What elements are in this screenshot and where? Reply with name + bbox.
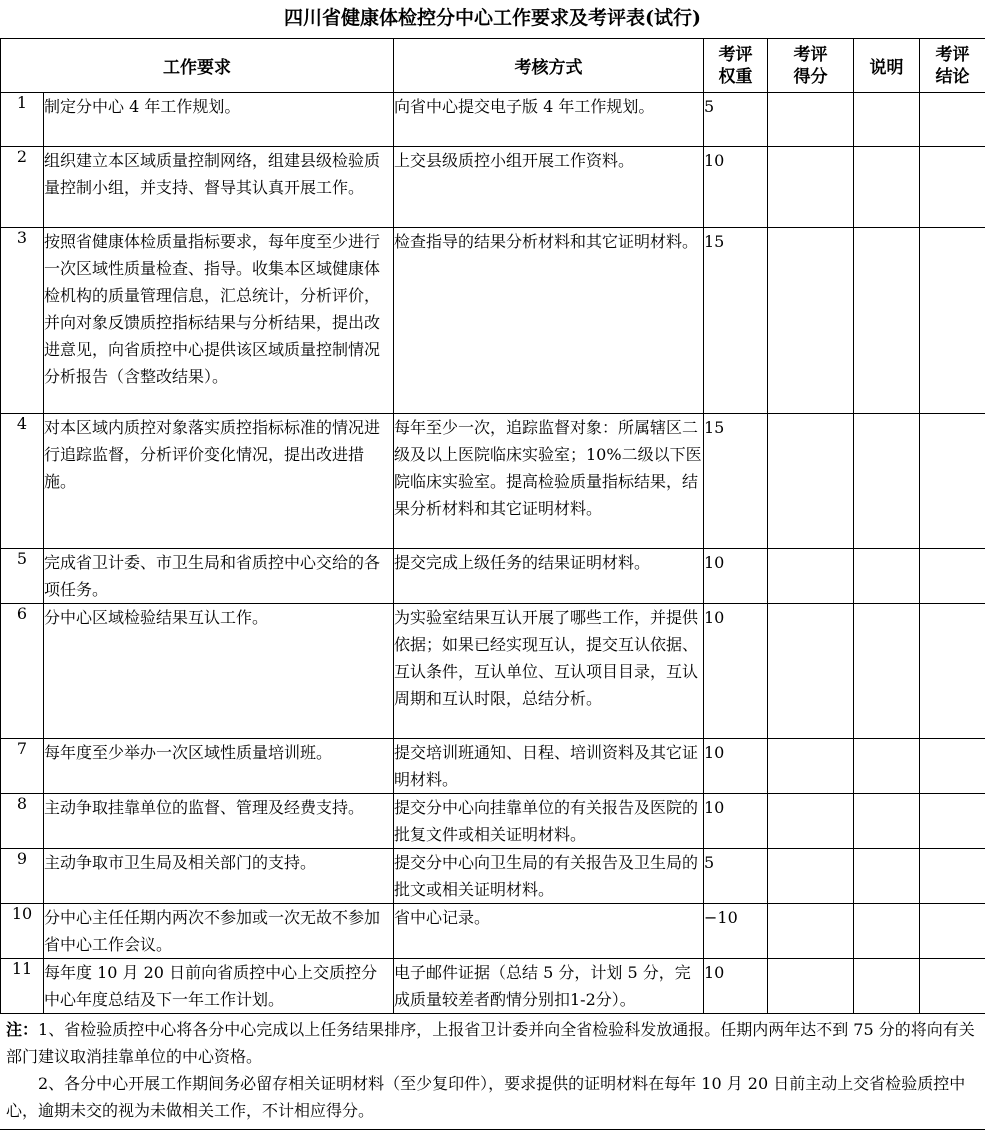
- score-cell: [768, 739, 854, 794]
- header-row: [1, 39, 985, 93]
- header-conclusion-line2: 结论: [935, 66, 970, 87]
- conclusion-cell: [920, 604, 985, 739]
- note-cell: [854, 794, 920, 849]
- row-number: 6: [1, 604, 44, 739]
- header-method: 考核方式: [394, 39, 704, 93]
- score-cell: [768, 549, 854, 604]
- table-row: [1, 604, 985, 739]
- conclusion-cell: [920, 739, 985, 794]
- conclusion-cell: [920, 228, 985, 414]
- assessment-method: 提交培训班通知、日程、培训资料及其它证明材料。: [394, 739, 704, 794]
- weight-value: 15: [704, 228, 768, 414]
- table-row: [1, 904, 985, 959]
- table-row: [1, 93, 985, 147]
- work-requirement: 每年度至少举办一次区域性质量培训班。: [44, 739, 394, 794]
- note-cell: [854, 414, 920, 549]
- header-score: [768, 39, 854, 93]
- header-weight-line1: 考评: [718, 44, 753, 65]
- row-number: 11: [1, 959, 44, 1014]
- work-requirement: 组织建立本区域质量控制网络，组建县级检验质量控制小组，并支持、督导其认真开展工作。: [44, 147, 394, 228]
- row-number: 2: [1, 147, 44, 228]
- row-number: 8: [1, 794, 44, 849]
- conclusion-cell: [920, 904, 985, 959]
- work-requirement: 主动争取市卫生局及相关部门的支持。: [44, 849, 394, 904]
- score-cell: [768, 228, 854, 414]
- conclusion-cell: [920, 849, 985, 904]
- page-title: 四川省健康体检控分中心工作要求及考评表(试行): [284, 7, 701, 29]
- weight-value: 10: [704, 549, 768, 604]
- conclusion-cell: [920, 147, 985, 228]
- header-note: 说明: [854, 39, 920, 93]
- header-requirement: 工作要求: [1, 39, 394, 93]
- note-1: [0, 1004, 985, 1070]
- score-cell: [768, 849, 854, 904]
- note-cell: [854, 549, 920, 604]
- evaluation-table: [0, 38, 985, 1014]
- assessment-method: 每年至少一次，追踪监督对象：所属辖区二级及以上医院临床实验室；10%二级以下医院临床实验室。提高检验质量指标结果，结果分析材料和其它证明材料。: [394, 414, 704, 549]
- note-2: 2、各分中心开展工作期间务必留存相关证明材料（至少复印件），要求提供的证明材料在每年 10 月 20 日前主动上交省检验质控中心，逾期未交的视为未做相关工作，不计相应得分。: [6, 1074, 966, 1120]
- table-row: [1, 794, 985, 849]
- header-weight-line2: 权重: [718, 66, 753, 87]
- conclusion-cell: [920, 549, 985, 604]
- conclusion-cell: [920, 794, 985, 849]
- weight-value: −10: [704, 904, 768, 959]
- work-requirement: 对本区域内质控对象落实质控指标标准的情况进行追踪监督，分析评价变化情况，提出改进措施。: [44, 414, 394, 549]
- weight-value: 10: [704, 794, 768, 849]
- notes-section: [0, 1004, 985, 1130]
- note-cell: [854, 93, 920, 147]
- row-number: 1: [1, 93, 44, 147]
- weight-value: 5: [704, 93, 768, 147]
- row-number: 10: [1, 904, 44, 959]
- note-cell: [854, 604, 920, 739]
- note-cell: [854, 147, 920, 228]
- row-number: 4: [1, 414, 44, 549]
- table-row: [1, 147, 985, 228]
- assessment-method: 提交完成上级任务的结果证明材料。: [394, 549, 704, 604]
- work-requirement: 完成省卫计委、市卫生局和省质控中心交给的各项任务。: [44, 549, 394, 604]
- note-cell: [854, 228, 920, 414]
- row-number: 3: [1, 228, 44, 414]
- header-conclusion: [920, 39, 985, 93]
- weight-value: 10: [704, 959, 768, 1014]
- conclusion-cell: [920, 414, 985, 549]
- work-requirement: 每年度 10 月 20 日前向省质控中心上交质控分中心年度总结及下一年工作计划。: [44, 959, 394, 1014]
- assessment-method: 检查指导的结果分析材料和其它证明材料。: [394, 228, 704, 414]
- work-requirement: 主动争取挂靠单位的监督、管理及经费支持。: [44, 794, 394, 849]
- header-weight: [704, 39, 768, 93]
- assessment-method: 电子邮件证据（总结 5 分，计划 5 分，完成质量较差者酌情分别扣1-2分）。: [394, 959, 704, 1014]
- table-row: [1, 414, 985, 549]
- note-cell: [854, 904, 920, 959]
- score-cell: [768, 604, 854, 739]
- weight-value: 10: [704, 739, 768, 794]
- table-row: [1, 549, 985, 604]
- score-cell: [768, 794, 854, 849]
- header-conclusion-line1: 考评: [935, 44, 970, 65]
- header-score-line1: 考评: [793, 44, 828, 65]
- weight-value: 10: [704, 604, 768, 739]
- work-requirement: 制定分中心 4 年工作规划。: [44, 93, 394, 147]
- weight-value: 5: [704, 849, 768, 904]
- assessment-method: 提交分中心向卫生局的有关报告及卫生局的批文或相关证明材料。: [394, 849, 704, 904]
- weight-value: 15: [704, 414, 768, 549]
- assessment-method: 省中心记录。: [394, 904, 704, 959]
- row-number: 9: [1, 849, 44, 904]
- row-number: 7: [1, 739, 44, 794]
- conclusion-cell: [920, 93, 985, 147]
- note-cell: [854, 739, 920, 794]
- weight-value: 10: [704, 147, 768, 228]
- score-cell: [768, 147, 854, 228]
- table-row: [1, 739, 985, 794]
- assessment-method: 上交县级质控小组开展工作资料。: [394, 147, 704, 228]
- table-row: [1, 849, 985, 904]
- notes-label: 注：: [6, 1020, 39, 1039]
- assessment-method: 向省中心提交电子版 4 年工作规划。: [394, 93, 704, 147]
- assessment-method: 为实验室结果互认开展了哪些工作，并提供依据；如果已经实现互认，提交互认依据、互认条件，互认单位、互认项目目录，互认周期和互认时限，总结分析。: [394, 604, 704, 739]
- work-requirement: 分中心主任任期内两次不参加或一次无故不参加省中心工作会议。: [44, 904, 394, 959]
- header-score-line2: 得分: [793, 66, 828, 87]
- note-1-text: 1、省检验质控中心将各分中心完成以上任务结果排序，上报省卫计委并向全省检验科发放通报。任期内两年达不到 75 分的将向有关部门建议取消挂靠单位的中心资格。: [6, 1020, 975, 1066]
- score-cell: [768, 904, 854, 959]
- note-cell: [854, 849, 920, 904]
- score-cell: [768, 93, 854, 147]
- row-number: 5: [1, 549, 44, 604]
- assessment-method: 提交分中心向挂靠单位的有关报告及医院的批复文件或相关证明材料。: [394, 794, 704, 849]
- work-requirement: 分中心区域检验结果互认工作。: [44, 604, 394, 739]
- score-cell: [768, 414, 854, 549]
- table-row: [1, 228, 985, 414]
- work-requirement: 按照省健康体检质量指标要求，每年度至少进行一次区域性质量检查、指导。收集本区域健康体检机构的质量管理信息，汇总统计，分析评价，并向对象反馈质控指标结果与分析结果，提出改进意见，向省质控中心提供该区域质量控制情况分析报告（含整改结果）。: [44, 228, 394, 414]
